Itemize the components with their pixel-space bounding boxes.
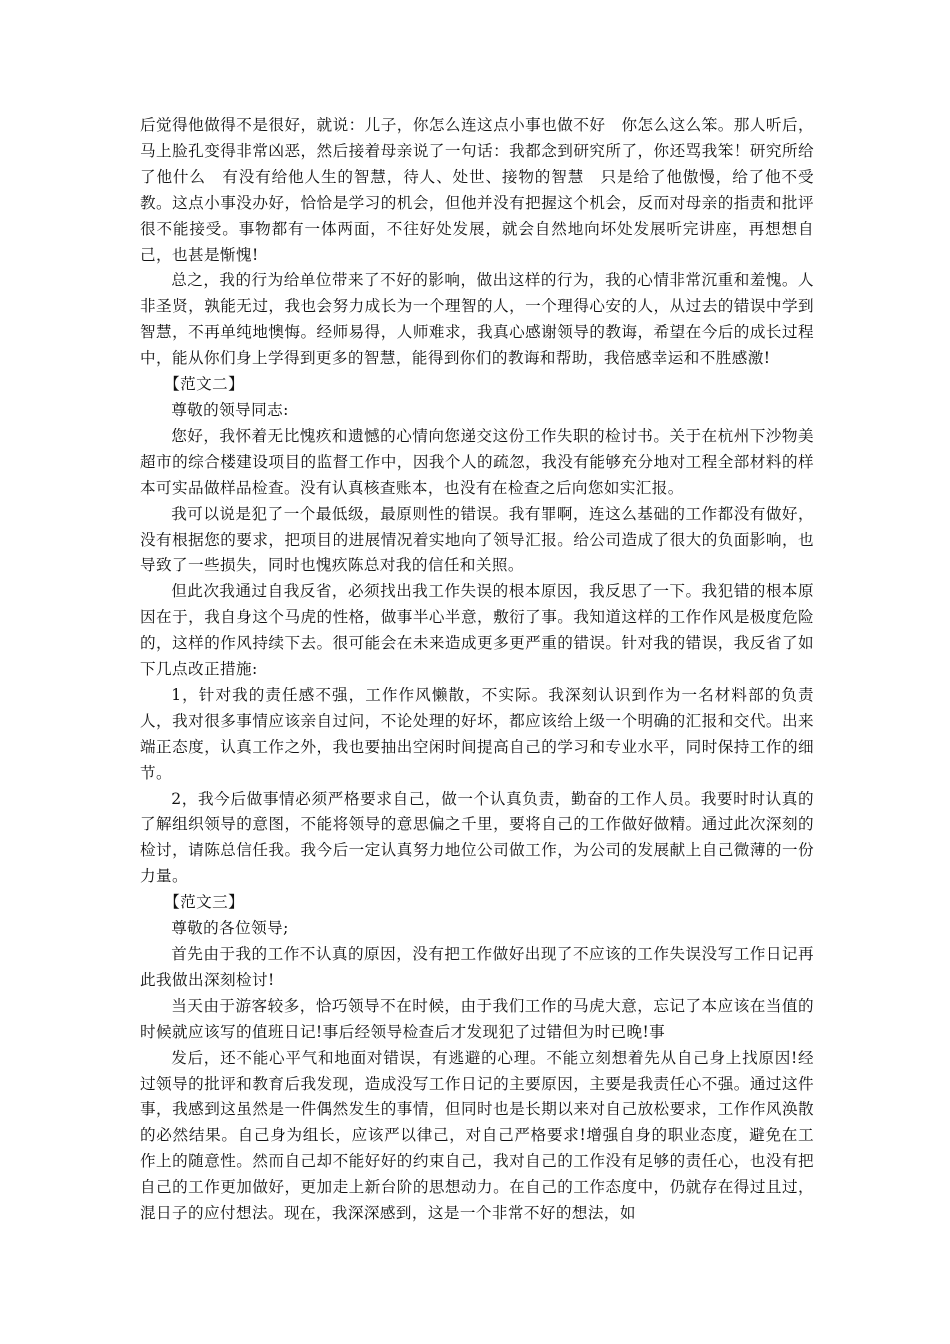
paragraph-conclusion: 总之，我的行为给单位带来了不好的影响，做出这样的行为，我的心情非常沉重和羞愧。人非圣贤，孰能无过，我也会努力成长为一个理智的人，一个理得心安的人，从过去的错误中学到智慧，不再单纯地懊悔。经师易得，人师难求，我真心感谢领导的教诲，希望在今后的成长过程中，能从你们身上学得到更多的智慧，能得到你们的教诲和帮助，我倍感幸运和不胜感激! bbox=[140, 271, 814, 368]
paragraph-apology: 您好，我怀着无比愧疚和遗憾的心情向您递交这份工作失职的检讨书。关于在杭州下沙物美超市的综合楼建设项目的监督工作中，因我个人的疏忽，我没有能够充分地对工程全部材料的样本可实品做样品检查。没有认真核查账本，也没有在检查之后向您如实汇报。 bbox=[140, 426, 814, 497]
paragraph-incident: 当天由于游客较多，恰巧领导不在时候，由于我们工作的马虎大意，忘记了本应该在当值的时候就应该写的值班日记!事后经领导检查后才发现犯了过错但为时已晚!事 bbox=[140, 996, 814, 1041]
section-heading-sample-two: 【范文二】 bbox=[164, 375, 245, 394]
paragraph-story-ending: 后觉得他做得不是很好，就说：儿子，你怎么连这点小事也做不好 你怎么这么笨。那人听后，马上脸孔变得非常凶恶，然后接着母亲说了一句话：我都念到研究所了，你还骂我笨！研究所给了他什么 有没有给他人生的智慧，待人、处世、接物的智慧 只是给了他傲慢，给了他不受教。这点小事没办好，恰恰是学习的机会，但他并没有把握这个机会，反而对母亲的指责和批评很不能接受。事物都有一体两面，不往好处发展，就会自然地向坏处发展听完讲座，再想想自己，也甚是惭愧! bbox=[140, 116, 814, 264]
salutation-leaders: 尊敬的各位领导; bbox=[171, 919, 289, 938]
paragraph-reflection: 但此次我通过自我反省，必须找出我工作失误的根本原因，我反思了一下。我犯错的根本原因在于，我自身这个马虎的性格，做事半心半意，敷衍了事。我知道这样的工作作风是极度危险的，这样的作风持续下去。很可能会在未来造成更多更严重的错误。针对我的错误，我反省了如下几点改正措施: bbox=[140, 582, 814, 679]
document-page bbox=[140, 113, 814, 1227]
paragraph-measure-one: 1，针对我的责任感不强，工作作风懒散，不实际。我深刻认识到作为一名材料部的负责人，我对很多事情应该亲自过问，不论处理的好坏，都应该给上级一个明确的汇报和交代。出来端正态度，认真工作之外，我也要抽出空闲时间提高自己的学习和专业水平，同时保持工作的细节。 bbox=[140, 685, 814, 782]
salutation-leader: 尊敬的领导同志: bbox=[171, 400, 289, 419]
paragraph-measure-two: 2，我今后做事情必须严格要求自己，做一个认真负责，勤奋的工作人员。我要时时认真的了解组织领导的意图，不能将领导的意思偏之千里，要将自己的工作做好做精。通过此次深刻的检讨，请陈总信任我。我今后一定认真努力地位公司做工作，为公司的发展献上自己微薄的一份力量。 bbox=[140, 789, 814, 886]
section-heading-sample-three: 【范文三】 bbox=[164, 893, 245, 912]
paragraph-aftermath: 发后，还不能心平气和地面对错误，有逃避的心理。不能立刻想着先从自己身上找原因!经过领导的批评和教育后我发现，造成没写工作日记的主要原因，主要是我责任心不强。通过这件事，我感到这虽然是一件偶然发生的事情，但同时也是长期以来对自己放松要求，工作作风涣散的必然结果。自己身为组长，应该严以律己，对自己严格要求!增强自身的职业态度，避免在工作上的随意性。然而自己却不能好好的约束自己，我对自己的工作没有足够的责任心，也没有把自己的工作更加做好，更加走上新台阶的思想动力。在自己的工作态度中，仍就存在得过且过，混日子的应付想法。现在，我深深感到，这是一个非常不好的想法，如 bbox=[140, 1048, 814, 1223]
paragraph-mistake: 我可以说是犯了一个最低级，最原则性的错误。我有罪啊，连这么基础的工作都没有做好，没有根据您的要求，把项目的进展情况着实地向了领导汇报。给公司造成了很大的负面影响，也导致了一些损失，同时也愧疚陈总对我的信任和关照。 bbox=[140, 504, 814, 575]
paragraph-opening: 首先由于我的工作不认真的原因，没有把工作做好出现了不应该的工作失误没写工作日记再此我做出深刻检讨! bbox=[140, 945, 814, 989]
